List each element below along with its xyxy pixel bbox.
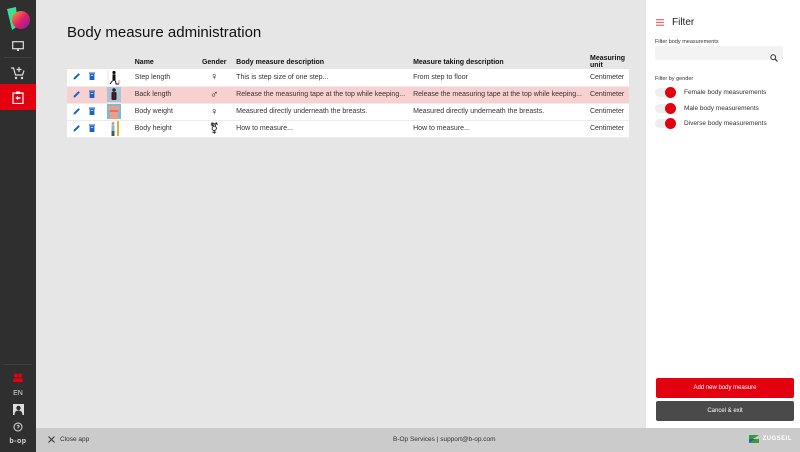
table-row[interactable]: [67, 120, 629, 137]
search-icon[interactable]: [770, 49, 778, 67]
col-measure-desc[interactable]: Measure taking description: [413, 58, 504, 66]
col-body-desc[interactable]: Body measure description: [236, 58, 325, 66]
row-measure-desc: Release the measuring tape at the top while keeping...: [409, 86, 586, 103]
edit-icon[interactable]: [73, 107, 81, 117]
row-name: Body weight: [131, 103, 197, 120]
toggle-label: Diverse body measurements: [684, 120, 767, 127]
close-app-label: Close app: [60, 436, 90, 443]
row-body-desc: How to measure...: [232, 120, 409, 137]
delete-icon[interactable]: [89, 72, 95, 82]
row-unit: Centimeter: [586, 86, 629, 103]
toggle-male[interactable]: [655, 104, 759, 113]
table-row[interactable]: [67, 69, 629, 86]
bop-logo: b-op: [9, 437, 27, 445]
delete-icon[interactable]: [89, 90, 95, 100]
main-content: [36, 0, 646, 428]
row-unit: Centimeter: [586, 69, 629, 86]
row-body-desc: This is step size of one step...: [232, 69, 409, 86]
brand-name: ZUGSEIL: [762, 436, 792, 442]
row-name: Back length: [131, 86, 197, 103]
filter-menu-icon[interactable]: [656, 19, 664, 26]
avatar-icon: [13, 404, 24, 415]
language-switch[interactable]: EN: [13, 389, 23, 397]
monitor-icon: [12, 41, 24, 52]
footer: [36, 428, 800, 452]
close-icon: [48, 436, 55, 443]
measure-thumbnail: [105, 120, 131, 137]
zugseil-logo-icon: [749, 435, 759, 443]
toggle-female[interactable]: [655, 88, 766, 97]
users-button[interactable]: [0, 371, 36, 383]
help-icon: [13, 422, 23, 432]
help-button[interactable]: [0, 422, 36, 432]
row-measure-desc: Measured directly underneath the breasts.: [409, 103, 586, 120]
row-measure-desc: From step to floor: [409, 69, 586, 86]
row-name: Body height: [131, 120, 197, 137]
male-icon: ♂: [196, 86, 232, 103]
measures-table: [67, 55, 629, 138]
toggle-label: Female body measurements: [684, 89, 767, 96]
cancel-exit-button[interactable]: Cancel & exit: [656, 401, 794, 421]
brand-logo: [749, 435, 792, 443]
sidebar-item-monitor[interactable]: [0, 33, 36, 59]
toggle-diverse[interactable]: [655, 119, 767, 128]
gender-filter-label: Filter by gender: [655, 76, 694, 82]
sidebar: [0, 0, 36, 452]
edit-icon[interactable]: [73, 72, 81, 82]
table-header: [67, 55, 629, 69]
col-name[interactable]: Name: [134, 58, 154, 66]
delete-icon[interactable]: [89, 124, 95, 134]
search-input[interactable]: [655, 46, 783, 60]
table-row[interactable]: [67, 103, 629, 120]
search-label: Filter body measurements: [655, 39, 719, 45]
row-body-desc: Release the measuring tape at the top while keeping...: [232, 86, 409, 103]
toggle-switch[interactable]: [655, 119, 675, 128]
add-measure-button[interactable]: Add new body measure: [656, 378, 794, 398]
col-unit[interactable]: Measuring unit: [589, 55, 625, 69]
col-actions: [67, 55, 105, 69]
support-info: B-Op Services | support@b-op.com: [393, 436, 496, 443]
clipboard-back-icon: [12, 91, 24, 104]
users-icon: [13, 373, 23, 382]
diverse-icon: ⚧: [196, 120, 232, 137]
row-name: Step length: [131, 69, 197, 86]
female-icon: ♀: [196, 69, 232, 86]
col-thumb: [105, 55, 131, 69]
close-app-button[interactable]: [48, 436, 89, 443]
toggle-switch[interactable]: [655, 104, 675, 113]
measure-thumbnail: [105, 103, 131, 120]
filter-panel: [646, 0, 800, 428]
sidebar-item-cart[interactable]: [0, 60, 36, 86]
toggle-label: Male body measurements: [684, 105, 759, 112]
row-unit: Centimeter: [586, 120, 629, 137]
col-gender[interactable]: Gender: [201, 58, 227, 66]
measure-thumbnail: [105, 69, 131, 86]
row-body-desc: Measured directly underneath the breasts.: [232, 103, 409, 120]
toggle-switch[interactable]: [655, 88, 675, 97]
delete-icon[interactable]: [89, 107, 95, 117]
edit-icon[interactable]: [73, 124, 81, 134]
measure-thumbnail: [105, 86, 131, 103]
filter-title: Filter: [672, 17, 695, 28]
app-logo: [6, 6, 30, 32]
cart-add-icon: [11, 67, 25, 80]
profile-button[interactable]: [0, 403, 36, 415]
edit-icon[interactable]: [73, 90, 81, 100]
sidebar-item-clipboard[interactable]: [0, 84, 36, 110]
row-measure-desc: How to measure...: [409, 120, 586, 137]
page-title: Body measure administration: [67, 24, 262, 41]
female-icon: ♀: [196, 103, 232, 120]
filter-header: [656, 17, 694, 28]
table-row-selected[interactable]: [67, 86, 629, 103]
row-unit: Centimeter: [586, 103, 629, 120]
